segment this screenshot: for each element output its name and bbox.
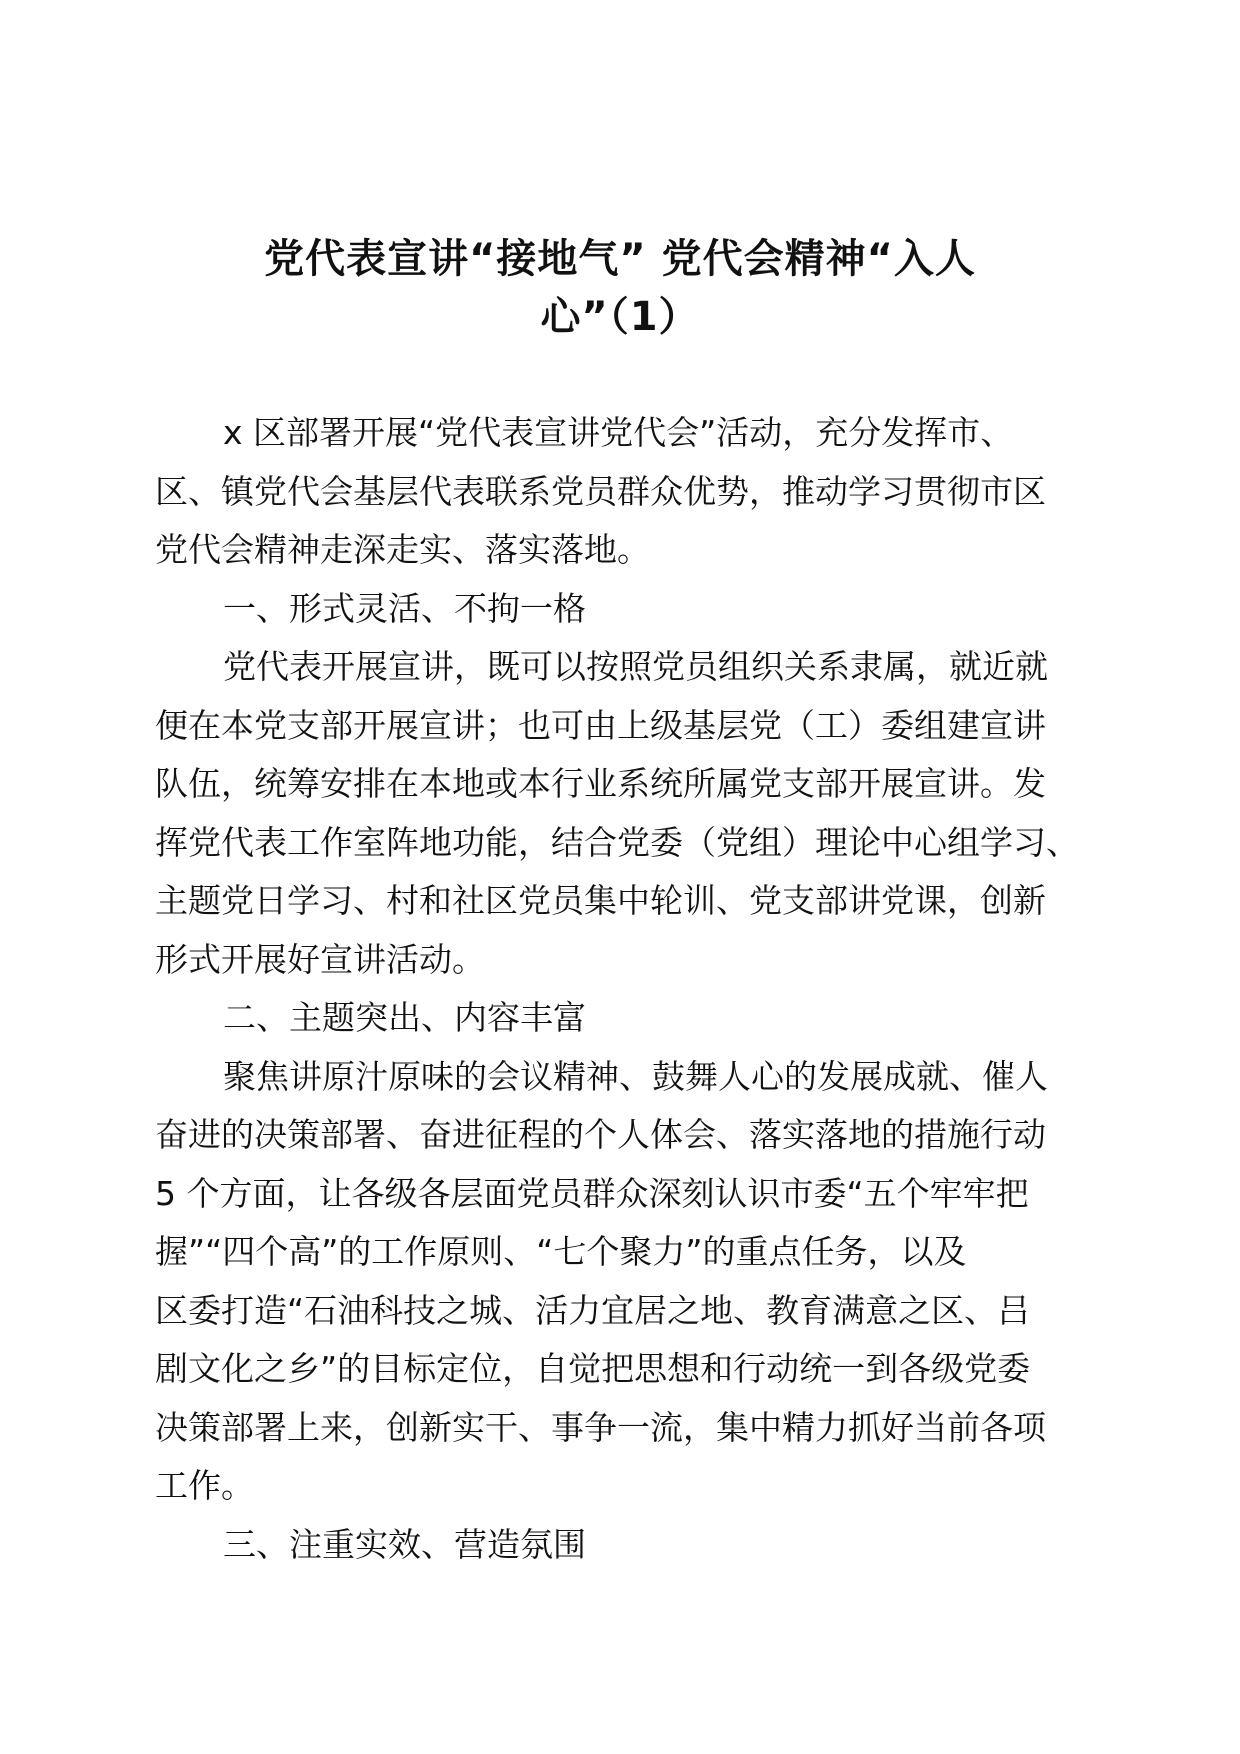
paragraph-intro-line: 党代会精神走深走实、落实落地。 — [155, 530, 650, 569]
paragraph-section2-line: 握”“四个高”的工作原则、“七个聚力”的重点任务，以及 — [155, 1232, 967, 1271]
section-heading-2: 二、主题突出、内容丰富 — [223, 998, 586, 1037]
paragraph-section2-line: 5 个方面，让各级各层面党员群众深刻认识市委“五个牢牢把 — [155, 1173, 1029, 1213]
document-title — [140, 230, 1100, 346]
section-heading-3: 三、注重实效、营造氛围 — [223, 1524, 586, 1564]
paragraph-section1-line: 主题党日学习、村和社区党员集中轮训、党支部讲党课，创新 — [155, 881, 1046, 920]
paragraph-section2-line: 决策部署上来，创新实干、事争一流，集中精力抓好当前各项 — [155, 1407, 1046, 1447]
paragraph-section2-line: 奋进的决策部署、奋进征程的个人体会、落实落地的措施行动 — [155, 1115, 1046, 1154]
section-heading-1: 一、形式灵活、不拘一格 — [223, 588, 586, 628]
paragraph-section1-line: 党代表开展宣讲，既可以按照党员组织关系隶属，就近就 — [223, 647, 1048, 686]
title-line-2: 心”（1） — [540, 294, 700, 340]
paragraph-section2-line: 聚焦讲原汁原味的会议精神、鼓舞人心的发展成就、催人 — [223, 1056, 1048, 1096]
paragraph-section2-line: 工作。 — [155, 1466, 254, 1505]
title-line-1: 党代表宣讲“接地气” 党代会精神“入人 — [264, 236, 976, 282]
paragraph-section2-line: 剧文化之乡”的目标定位，自觉把思想和行动统一到各级党委 — [155, 1349, 1031, 1388]
paragraph-intro-line: x 区部署开展“党代表宣讲党代会”活动，充分发挥市、 — [223, 413, 1014, 452]
document-body — [155, 404, 1079, 1574]
paragraph-intro-line: 区、镇党代会基层代表联系党员群众优势，推动学习贯彻市区 — [155, 471, 1046, 511]
paragraph-section1-line: 便在本党支部开展宣讲；也可由上级基层党（工）委组建宣讲 — [155, 705, 1046, 745]
paragraph-section1-line: 队伍，统筹安排在本地或本行业系统所属党支部开展宣讲。发 — [155, 764, 1046, 803]
paragraph-section2-line: 区委打造“石油科技之城、活力宜居之地、教育满意之区、吕 — [155, 1290, 1031, 1330]
paragraph-section1-line: 挥党代表工作室阵地功能，结合党委（党组）理论中心组学习、 — [155, 822, 1079, 862]
paragraph-section1-line: 形式开展好宣讲活动。 — [155, 939, 485, 979]
